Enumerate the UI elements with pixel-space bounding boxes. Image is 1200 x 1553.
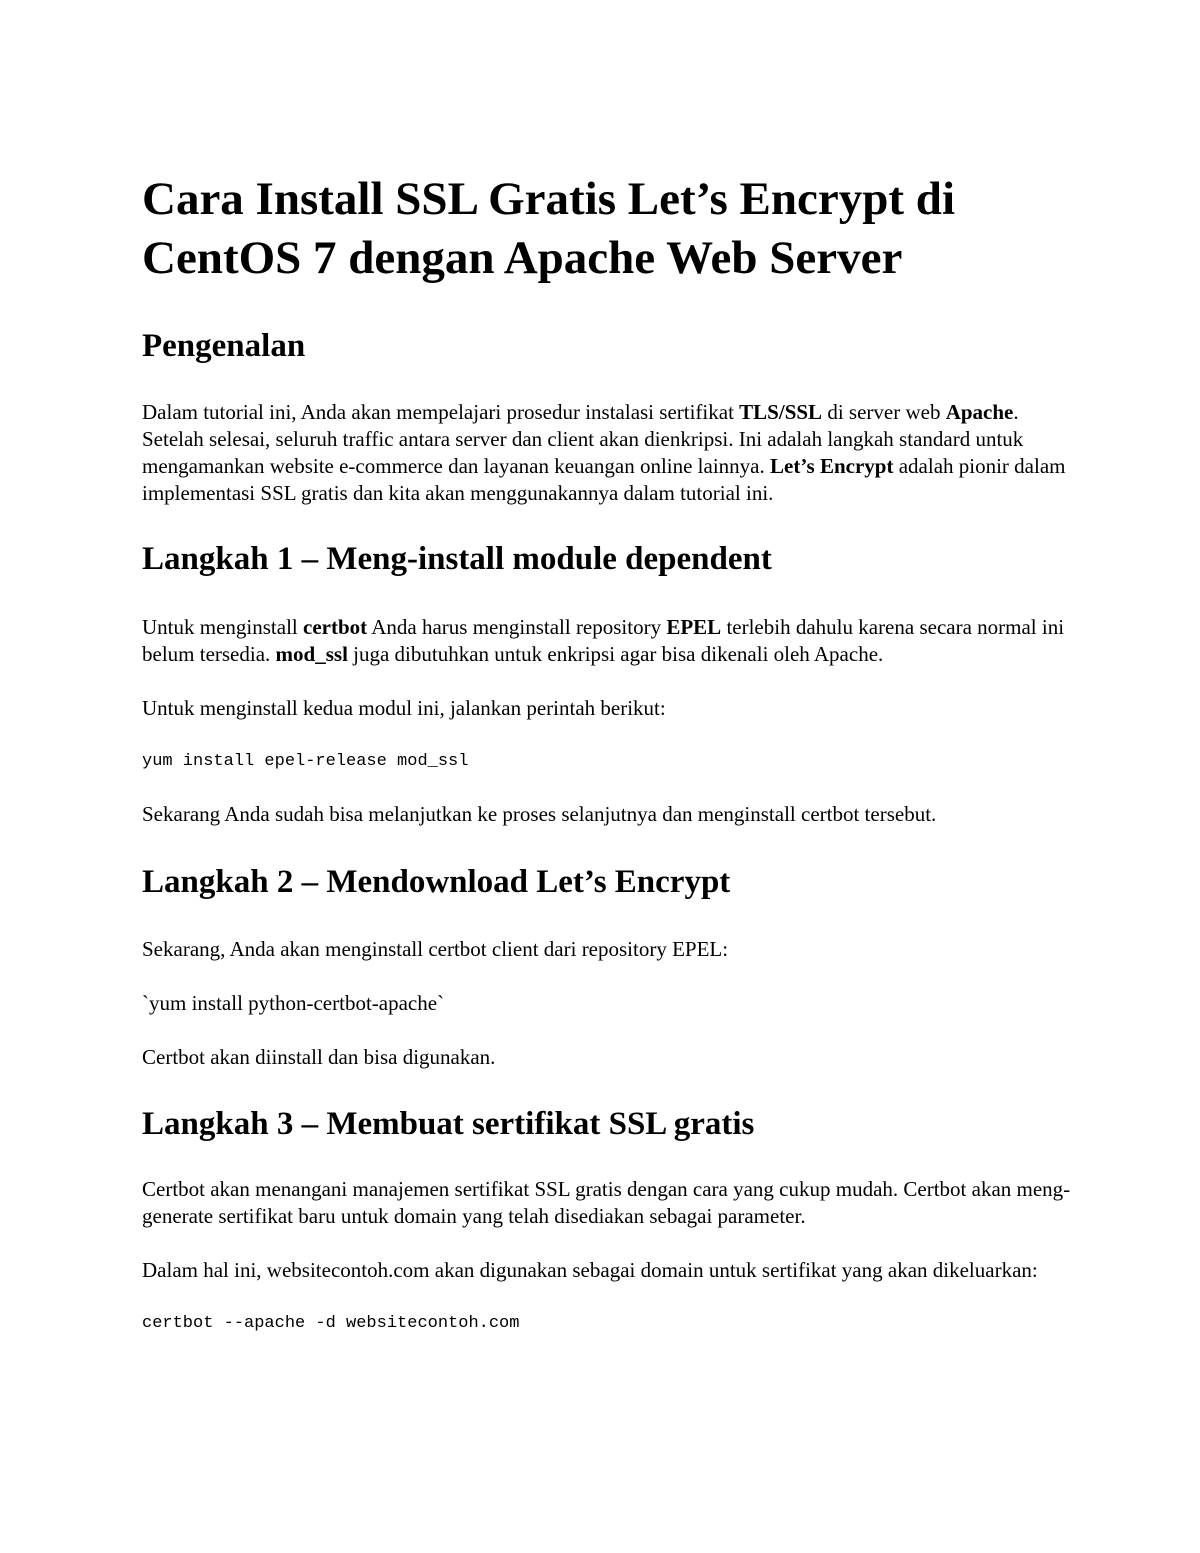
step-3-paragraph-1: Certbot akan menangani manajemen sertifikat SSL gratis dengan cara yang cukup mudah. Certbot akan meng-generate sertifikat baru untuk domain yang telah disediakan sebagai parameter. bbox=[142, 1177, 1071, 1228]
step-2-paragraph-2: `yum install python-certbot-apache` bbox=[142, 991, 445, 1015]
text-run: juga dibutuhkan untuk enkripsi agar bisa dikenali oleh Apache. bbox=[347, 642, 884, 666]
code-block-step-1: yum install epel-release mod_ssl bbox=[142, 752, 469, 771]
step-2-paragraph-1: Sekarang, Anda akan menginstall certbot client dari repository EPEL: bbox=[142, 937, 729, 961]
step-1-paragraph-2: Untuk menginstall kedua modul ini, jalankan perintah berikut: bbox=[142, 696, 666, 720]
section-heading-pengenalan: Pengenalan bbox=[142, 328, 306, 364]
intro-paragraph bbox=[142, 399, 1072, 507]
bold-text: Apache bbox=[945, 400, 1014, 424]
step-1-paragraph-1 bbox=[142, 614, 1072, 668]
document-content bbox=[142, 170, 1072, 1335]
code-block-step-3: certbot --apache -d websitecontoh.com bbox=[142, 1314, 520, 1333]
text-run: adalah pionir dalam implementasi SSL gratis dan kita akan menggunakannya dalam tutorial ini. bbox=[142, 454, 1066, 505]
text-run: Anda harus menginstall repository bbox=[367, 615, 667, 639]
step-1-paragraph-3: Sekarang Anda sudah bisa melanjutkan ke proses selanjutnya dan menginstall certbot tersebut. bbox=[142, 802, 937, 826]
bold-text: EPEL bbox=[666, 615, 722, 639]
section-heading-step-3: Langkah 3 – Membuat sertifikat SSL gratis bbox=[142, 1106, 755, 1142]
bold-text: certbot bbox=[303, 615, 368, 639]
text-run: Untuk menginstall bbox=[142, 615, 303, 639]
text-run: . Setelah selesai, seluruh traffic antara server dan client akan dienkripsi. Ini adalah langkah standard untuk mengamankan website e-commerce dan layanan keuangan online lainnya. bbox=[142, 400, 1024, 478]
page-title: Cara Install SSL Gratis Let’s Encrypt di CentOS 7 dengan Apache Web Server bbox=[142, 173, 955, 284]
text-run: Dalam tutorial ini, Anda akan mempelajari prosedur instalasi sertifikat bbox=[142, 400, 740, 424]
bold-text: mod_ssl bbox=[275, 642, 348, 666]
step-3-paragraph-2: Dalam hal ini, websitecontoh.com akan digunakan sebagai domain untuk sertifikat yang akan dikeluarkan: bbox=[142, 1258, 1038, 1282]
step-2-paragraph-3: Certbot akan diinstall dan bisa digunakan. bbox=[142, 1045, 496, 1069]
section-heading-step-2: Langkah 2 – Mendownload Let’s Encrypt bbox=[142, 864, 731, 900]
bold-text: TLS/SSL bbox=[739, 400, 823, 424]
text-run: terlebih dahulu karena secara normal ini belum tersedia. bbox=[142, 615, 1065, 666]
text-run: di server web bbox=[822, 400, 946, 424]
bold-text: Let’s Encrypt bbox=[770, 454, 894, 478]
section-heading-step-1: Langkah 1 – Meng-install module dependent bbox=[142, 541, 772, 577]
